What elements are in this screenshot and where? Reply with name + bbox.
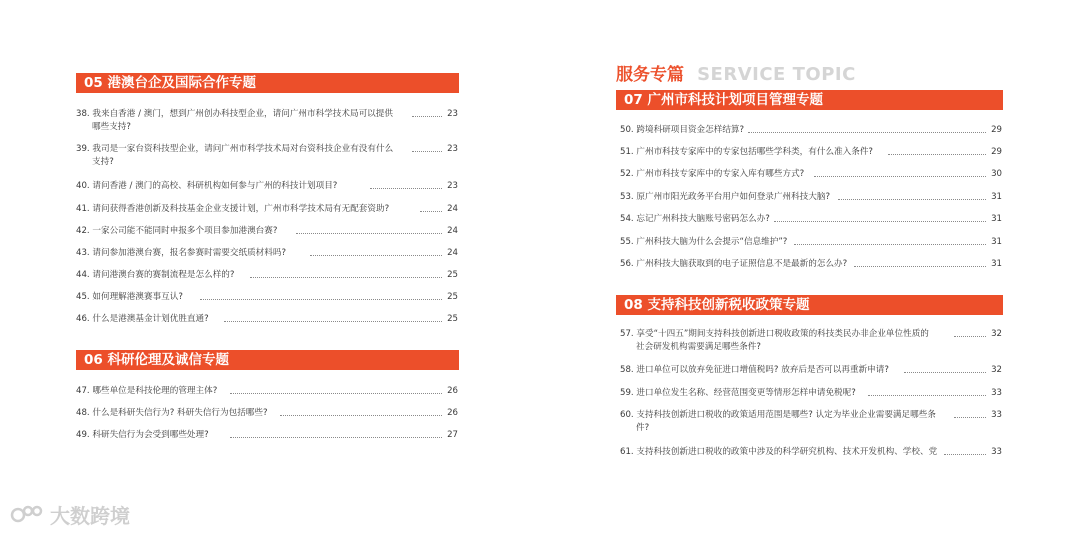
toc-item-58[interactable] (620, 364, 1002, 377)
toc-page-number: 31 (991, 237, 1002, 247)
toc-page-number: 24 (447, 248, 458, 258)
leader-dots (794, 236, 986, 245)
toc-item-49[interactable] (76, 429, 458, 442)
toc-item-text: 53. 原广州市阳光政务平台用户如何登录广州科技大脑? (620, 192, 831, 202)
toc-item-text: 55. 广州科技大脑为什么会提示“信息维护”? (620, 237, 788, 247)
toc-item-text: 51. 广州市科技专家库中的专家包括哪些学科类，有什么准入条件? (620, 147, 873, 157)
toc-page-number: 23 (447, 181, 458, 191)
toc-item-text: 61. 支持科技创新进口税收的政策中涉及的科学研究机构、技术开发机构、学校、党 (620, 447, 938, 457)
toc-item-text: 40. 请问香港 / 澳门的高校、科研机构如何参与广州的科技计划项目? (76, 181, 338, 191)
toc-item-text-cont: 哪些支持? (92, 122, 131, 132)
toc-page-number: 33 (991, 410, 1002, 420)
leader-dots (888, 146, 986, 155)
leader-dots (370, 180, 442, 189)
toc-item-43[interactable] (76, 247, 458, 260)
service-header (616, 60, 856, 85)
toc-item-text: 52. 广州市科技专家库中的专家入库有哪些方式? (620, 169, 805, 179)
toc-item-text: 60. 支持科技创新进口税收的政策适用范围是哪些? 认定为毕业企业需要满足哪些条 (620, 410, 936, 420)
toc-item-text: 57. 享受“十四五”期间支持科技创新进口税收政策的科技类民办非企业单位性质的 (620, 329, 929, 339)
toc-item-50[interactable] (620, 124, 1002, 137)
watermark-text: 大数跨境 (50, 504, 130, 528)
toc-item-text-cont: 支持? (92, 157, 114, 167)
toc-page-number: 23 (447, 144, 458, 154)
toc-item-60[interactable] (620, 409, 1002, 435)
toc-item-44[interactable] (76, 269, 458, 282)
leader-dots (868, 387, 986, 396)
leader-dots (310, 247, 442, 256)
toc-page-number: 26 (447, 386, 458, 396)
toc-page-number: 29 (991, 125, 1002, 135)
toc-item-text: 45. 如何理解港澳赛事互认? (76, 292, 183, 302)
leader-dots (230, 385, 442, 394)
leader-dots (230, 429, 442, 438)
toc-item-46[interactable] (76, 313, 458, 326)
right-page (540, 0, 1080, 536)
watermark (10, 500, 130, 529)
toc-item-45[interactable] (76, 291, 458, 304)
toc-item-text: 47. 哪些单位是科技伦理的管理主体? (76, 386, 218, 396)
leader-dots (838, 191, 986, 200)
toc-item-text-cont: 社会研发机构需要满足哪些条件? (636, 342, 761, 352)
toc-page-number: 32 (991, 329, 1002, 339)
leader-dots (944, 446, 986, 455)
toc-item-text: 39. 我司是一家台资科技型企业，请问广州市科学技术局对台资科技企业有没有什么 (76, 144, 394, 154)
leader-dots (412, 143, 442, 152)
toc-page-number: 25 (447, 270, 458, 280)
leader-dots (854, 258, 986, 267)
toc-page-number: 24 (447, 204, 458, 214)
leader-dots (280, 407, 442, 416)
toc-item-text: 46. 什么是港澳基金计划优胜直通? (76, 314, 209, 324)
watermark-logo-icon (10, 503, 44, 527)
section-banner-06[interactable]: 06 科研伦理及诚信专题 (76, 350, 459, 370)
toc-page-number: 25 (447, 314, 458, 324)
toc-item-57[interactable] (620, 328, 1002, 354)
toc-page-number: 32 (991, 365, 1002, 375)
toc-page-number: 25 (447, 292, 458, 302)
toc-page-number: 33 (991, 447, 1002, 457)
toc-item-text: 59. 进口单位发生名称、经营范围变更等情形怎样申请免税呢? (620, 388, 856, 398)
toc-item-text: 58. 进口单位可以放弃免征进口增值税吗? 放弃后是否可以再重新申请? (620, 365, 889, 375)
toc-item-text: 56. 广州科技大脑获取到的电子证照信息不是最新的怎么办? (620, 259, 848, 269)
toc-item-54[interactable] (620, 213, 1002, 226)
toc-page-number: 26 (447, 408, 458, 418)
leader-dots (224, 313, 442, 322)
toc-item-56[interactable] (620, 258, 1002, 271)
section-banner-07[interactable]: 07 广州市科技计划项目管理专题 (616, 90, 1003, 110)
toc-item-text: 38. 我来自香港 / 澳门，想到广州创办科技型企业，请问广州市科学技术局可以提供 (76, 109, 393, 119)
leader-dots (774, 213, 986, 222)
service-header-en: SERVICE TOPIC (697, 64, 856, 85)
leader-dots (954, 328, 986, 337)
leader-dots (904, 364, 986, 373)
toc-item-59[interactable] (620, 387, 1002, 400)
toc-item-42[interactable] (76, 225, 458, 238)
toc-item-text: 50. 跨境科研项目资金怎样结算? (620, 125, 745, 135)
toc-item-text: 44. 请问港澳台赛的赛制流程是怎么样的? (76, 270, 235, 280)
toc-item-38[interactable] (76, 108, 458, 134)
toc-item-61[interactable] (620, 446, 1002, 459)
toc-item-52[interactable] (620, 168, 1002, 181)
toc-page-number: 31 (991, 214, 1002, 224)
leader-dots (814, 168, 986, 177)
toc-item-text: 48. 什么是科研失信行为? 科研失信行为包括哪些? (76, 408, 268, 418)
toc-item-text-cont: 件? (636, 423, 650, 433)
toc-page-number: 23 (447, 109, 458, 119)
leader-dots (200, 291, 442, 300)
service-header-cn: 服务专篇 (616, 65, 684, 85)
toc-page-number: 33 (991, 388, 1002, 398)
leader-dots (748, 124, 986, 133)
leader-dots (420, 203, 442, 212)
section-banner-05[interactable]: 05 港澳台企及国际合作专题 (76, 73, 459, 93)
toc-item-text: 49. 科研失信行为会受到哪些处理? (76, 430, 209, 440)
toc-page-number: 30 (991, 169, 1002, 179)
leader-dots (296, 225, 442, 234)
toc-item-text: 41. 请问获得香港创新及科技基金企业支援计划，广州市科学技术局有无配套资助? (76, 204, 390, 214)
toc-item-55[interactable] (620, 236, 1002, 249)
toc-page-number: 31 (991, 259, 1002, 269)
toc-item-47[interactable] (76, 385, 458, 398)
toc-item-48[interactable] (76, 407, 458, 420)
toc-page-number: 27 (447, 430, 458, 440)
leader-dots (412, 108, 442, 117)
leader-dots (954, 409, 986, 418)
toc-page-number: 24 (447, 226, 458, 236)
toc-item-text: 42. 一家公司能不能同时申报多个项目参加港澳台赛? (76, 226, 278, 236)
toc-item-51[interactable] (620, 146, 1002, 159)
toc-item-41[interactable] (76, 203, 458, 216)
section-banner-08[interactable]: 08 支持科技创新税收政策专题 (616, 295, 1003, 315)
toc-page-number: 31 (991, 192, 1002, 202)
toc-page-number: 29 (991, 147, 1002, 157)
toc-item-text: 54. 忘记广州科技大脑账号密码怎么办? (620, 214, 770, 224)
leader-dots (250, 269, 442, 278)
toc-item-text: 43. 请问参加港澳台赛，报名参赛时需要交纸质材料吗? (76, 248, 287, 258)
toc-item-39[interactable] (76, 143, 458, 169)
toc-item-53[interactable] (620, 191, 1002, 204)
toc-item-40[interactable] (76, 180, 458, 193)
